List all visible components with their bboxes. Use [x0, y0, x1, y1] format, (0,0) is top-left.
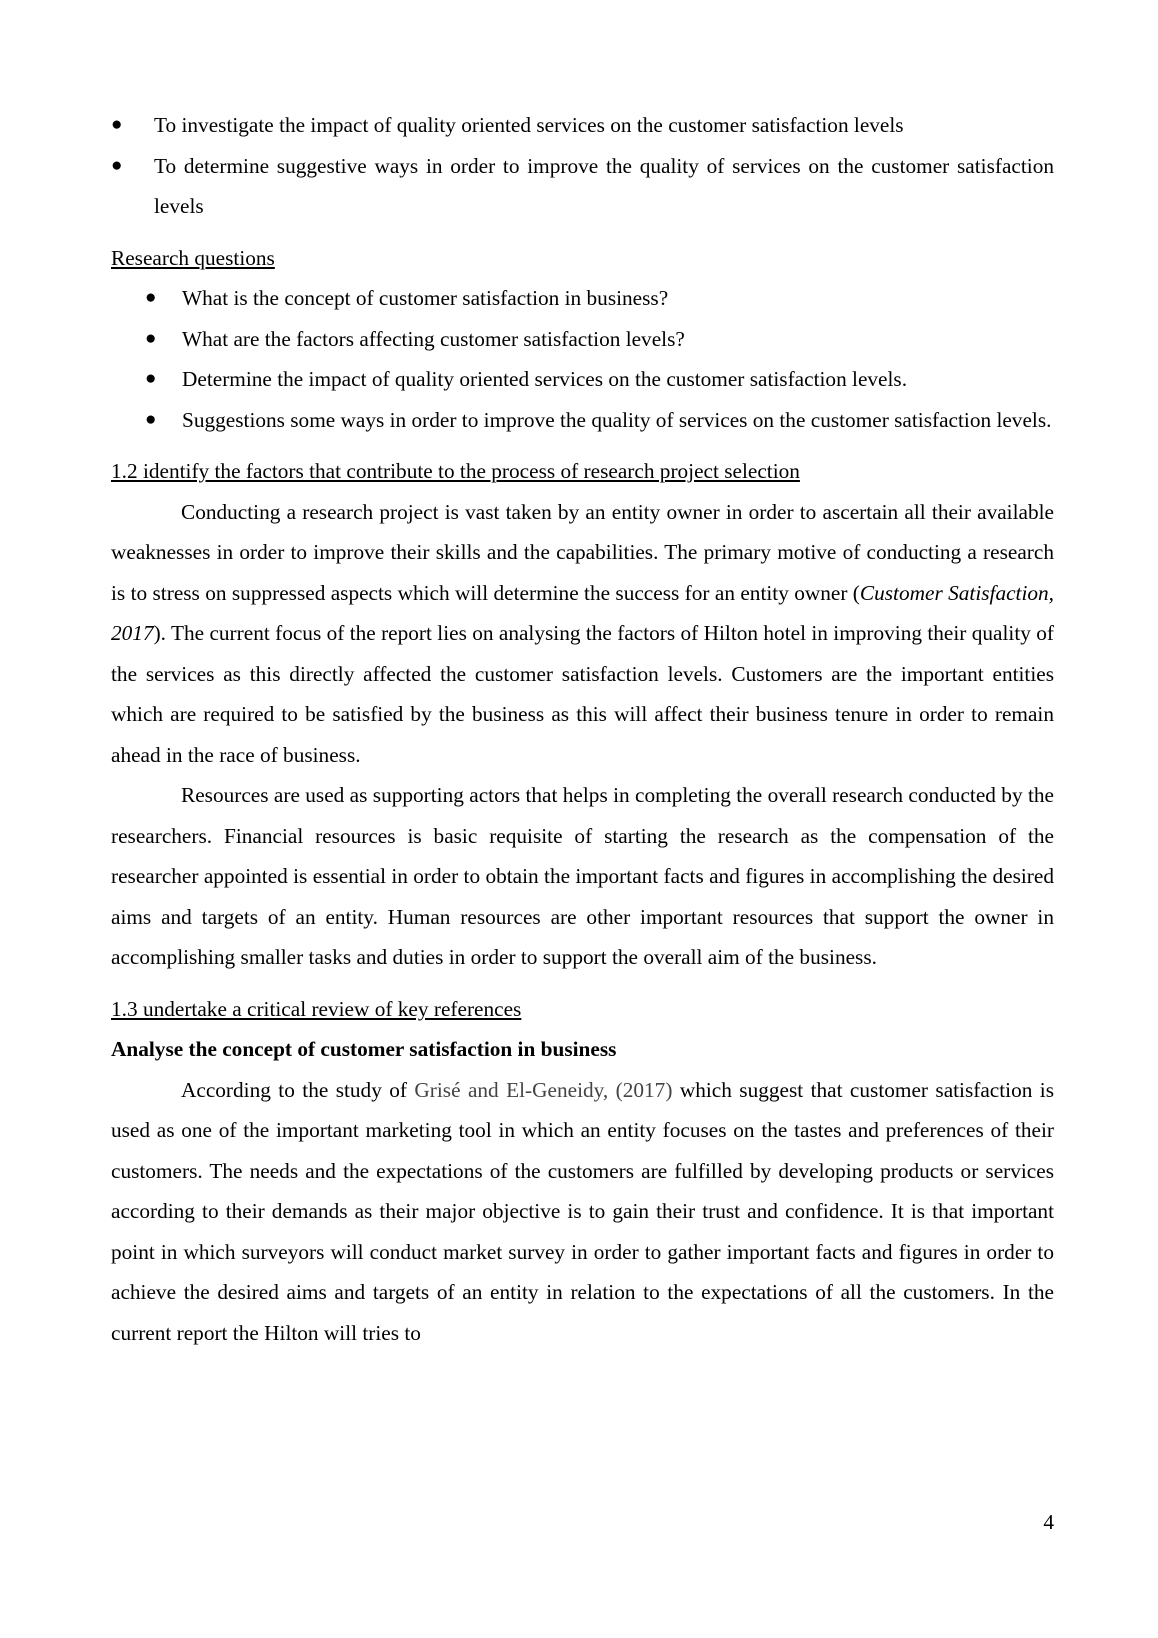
research-questions-heading: Research questions: [111, 245, 275, 270]
objective-text: To investigate the impact of quality oriented services on the customer satisfaction levels: [154, 113, 904, 137]
list-item: [111, 319, 1054, 360]
section-1-2-paragraph-1: [111, 492, 1054, 776]
bullet-icon: ●: [145, 408, 157, 430]
question-text: What are the factors affecting customer satisfaction levels?: [182, 326, 685, 351]
list-item: [111, 400, 1054, 441]
section-1-2-paragraph-2: Resources are used as supporting actors that helps in completing the overall research conducted by the researchers. Financial resources is basic requisite of starting the research as the compensation of the researcher appointed is essential in order to obtain the important facts and figures in accomplishing the desired aims and targets of an entity. Human resources are other important resources that support the owner in accomplishing smaller tasks and duties in order to support the overall aim of the business.: [111, 783, 1054, 969]
document-page: [111, 105, 1054, 1353]
bullet-icon: ●: [145, 287, 157, 308]
page-number: 4: [1043, 1510, 1054, 1534]
paragraph-text: According to the study of: [181, 1077, 415, 1102]
list-item: [111, 359, 1054, 400]
paragraph-text: Conducting a research project is vast taken by an entity owner in order to ascertain all their available weaknesses in order to improve their skills and the capabilities. The primary motive of conducting a research is to stress on suppressed aspects which will determine the success for an entity owner (: [111, 499, 1054, 605]
list-item: [111, 278, 1054, 319]
bullet-icon: ●: [111, 154, 123, 176]
section-1-3-heading: 1.3 undertake a critical review of key references: [111, 996, 522, 1021]
paragraph-text: ). The current focus of the report lies on analysing the factors of Hilton hotel in improving their quality of the services as this directly affected the customer satisfaction levels. Customers are the important entities which are required to be satisfied by the business as this will affect their business tenure in order to remain ahead in the race of business.: [111, 621, 1054, 767]
citation: Customer Satisfaction, 2017: [111, 580, 1054, 645]
section-1-2-heading: 1.2 identify the factors that contribute to the process of research project selection: [111, 459, 800, 483]
objective-text: To determine suggestive ways in order to improve the quality of services on the customer satisfaction levels: [154, 153, 1054, 218]
bullet-icon: ●: [111, 114, 123, 135]
question-text: Suggestions some ways in order to improve the quality of services on the customer satisfaction levels.: [182, 407, 1052, 432]
section-1-3-paragraph-1: [111, 1070, 1054, 1354]
question-text: Determine the impact of quality oriented services on the customer satisfaction levels.: [182, 367, 908, 391]
citation: Grisé and El-Geneidy, (2017): [414, 1077, 673, 1102]
list-item: [111, 146, 1054, 227]
bullet-icon: ●: [145, 327, 157, 349]
paragraph-text: which suggest that customer satisfaction is used as one of the important marketing tool in which an entity focuses on the tastes and preferences of their customers. The needs and the expectations of the customers are fulfilled by developing products or services according to their demands as their major objective is to gain their trust and confidence. It is that important point in which surveyors will conduct market survey in order to gather important facts and figures in order to achieve the desired aims and targets of an entity in relation to the expectations of all the customers. In the current report the Hilton will tries to: [111, 1077, 1055, 1345]
bullet-icon: ●: [145, 368, 157, 389]
objectives-list: [111, 105, 1054, 227]
list-item: [111, 105, 1054, 146]
question-text: What is the concept of customer satisfaction in business?: [182, 286, 669, 310]
research-questions-list: [111, 278, 1054, 440]
section-1-3-subheading: Analyse the concept of customer satisfaction in business: [111, 1037, 617, 1061]
